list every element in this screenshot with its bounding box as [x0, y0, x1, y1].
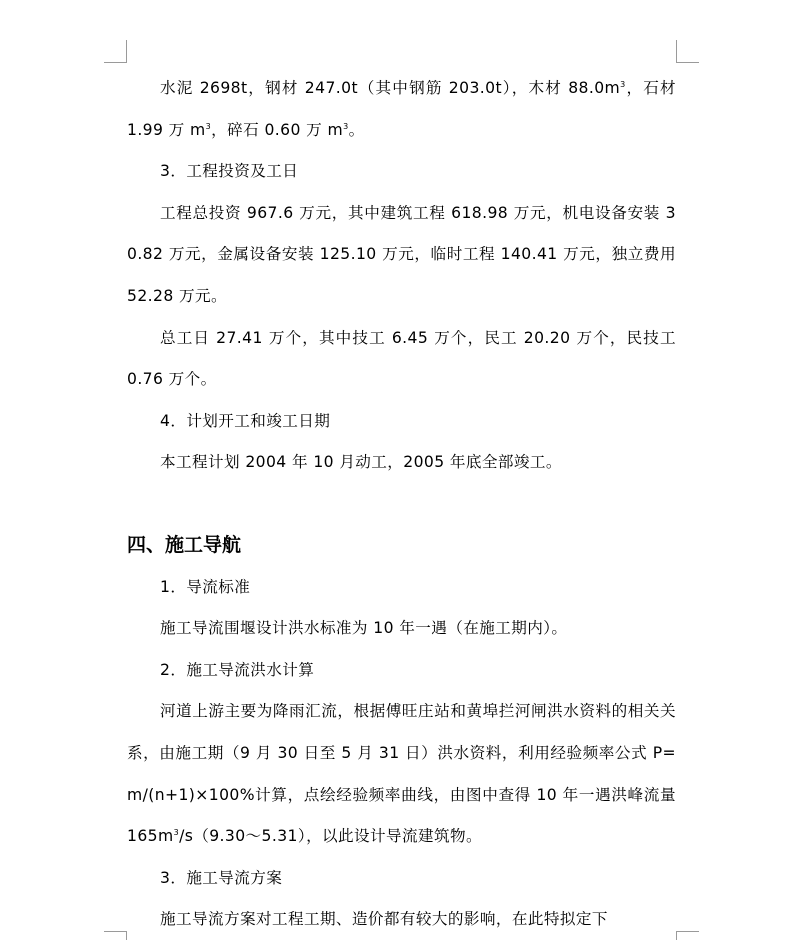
- investment-paragraph: 工程总投资 967.6 万元，其中建筑工程 618.98 万元，机电设备安装 30.82 万元，金属设备安装 125.10 万元，临时工程 140.41 万元，独立费用 52.28 万元。: [127, 203, 676, 305]
- document-body: [127, 68, 676, 941]
- chapter-heading: 四、施工导航: [127, 533, 242, 556]
- schedule-paragraph: 本工程计划 2004 年 10 月动工，2005 年底全部竣工。: [160, 453, 562, 472]
- section-investment-title: 3．工程投资及工日: [160, 162, 299, 181]
- workdays-paragraph: 总工日 27.41 万个，其中技工 6.45 万个，民工 20.20 万个，民技工 0.76 万个。: [127, 328, 676, 389]
- section-schedule-title: 4．计划开工和竣工日期: [160, 411, 331, 430]
- diversion-standard-paragraph: 施工导流围堰设计洪水标准为 10 年一遇（在施工期内）。: [160, 619, 568, 638]
- corner-mark-top-right: [676, 40, 699, 63]
- section-flood-calc-title: 2．施工导流洪水计算: [160, 660, 315, 679]
- diversion-plan-paragraph: 施工导流方案对工程工期、造价都有较大的影响，在此特拟定下: [160, 910, 608, 929]
- section-diversion-standard-title: 1．导流标准: [160, 577, 251, 596]
- section-diversion-plan-title: 3．施工导流方案: [160, 868, 283, 887]
- corner-mark-top-left: [104, 40, 127, 63]
- materials-paragraph: 水泥 2698t，钢材 247.0t（其中钢筋 203.0t），木材 $88.0m^3$，石材 1.99 万 $m^3$，碎石 0.60 万 $m^3$。: [127, 79, 677, 139]
- flood-calc-paragraph: 河道上游主要为降雨汇流，根据傅旺庄站和黄埠拦河闸洪水资料的相关关系，由施工期（9 月 30 日至 5 月 31 日）洪水资料，利用经验频率公式 P=m/(n+1)×100%计算，点绘经验频率曲线，由图中查得 10 年一遇洪峰流量 $165m^3/s(9.30\sim 5.31)$，以此设计导流建筑物。: [127, 702, 676, 846]
